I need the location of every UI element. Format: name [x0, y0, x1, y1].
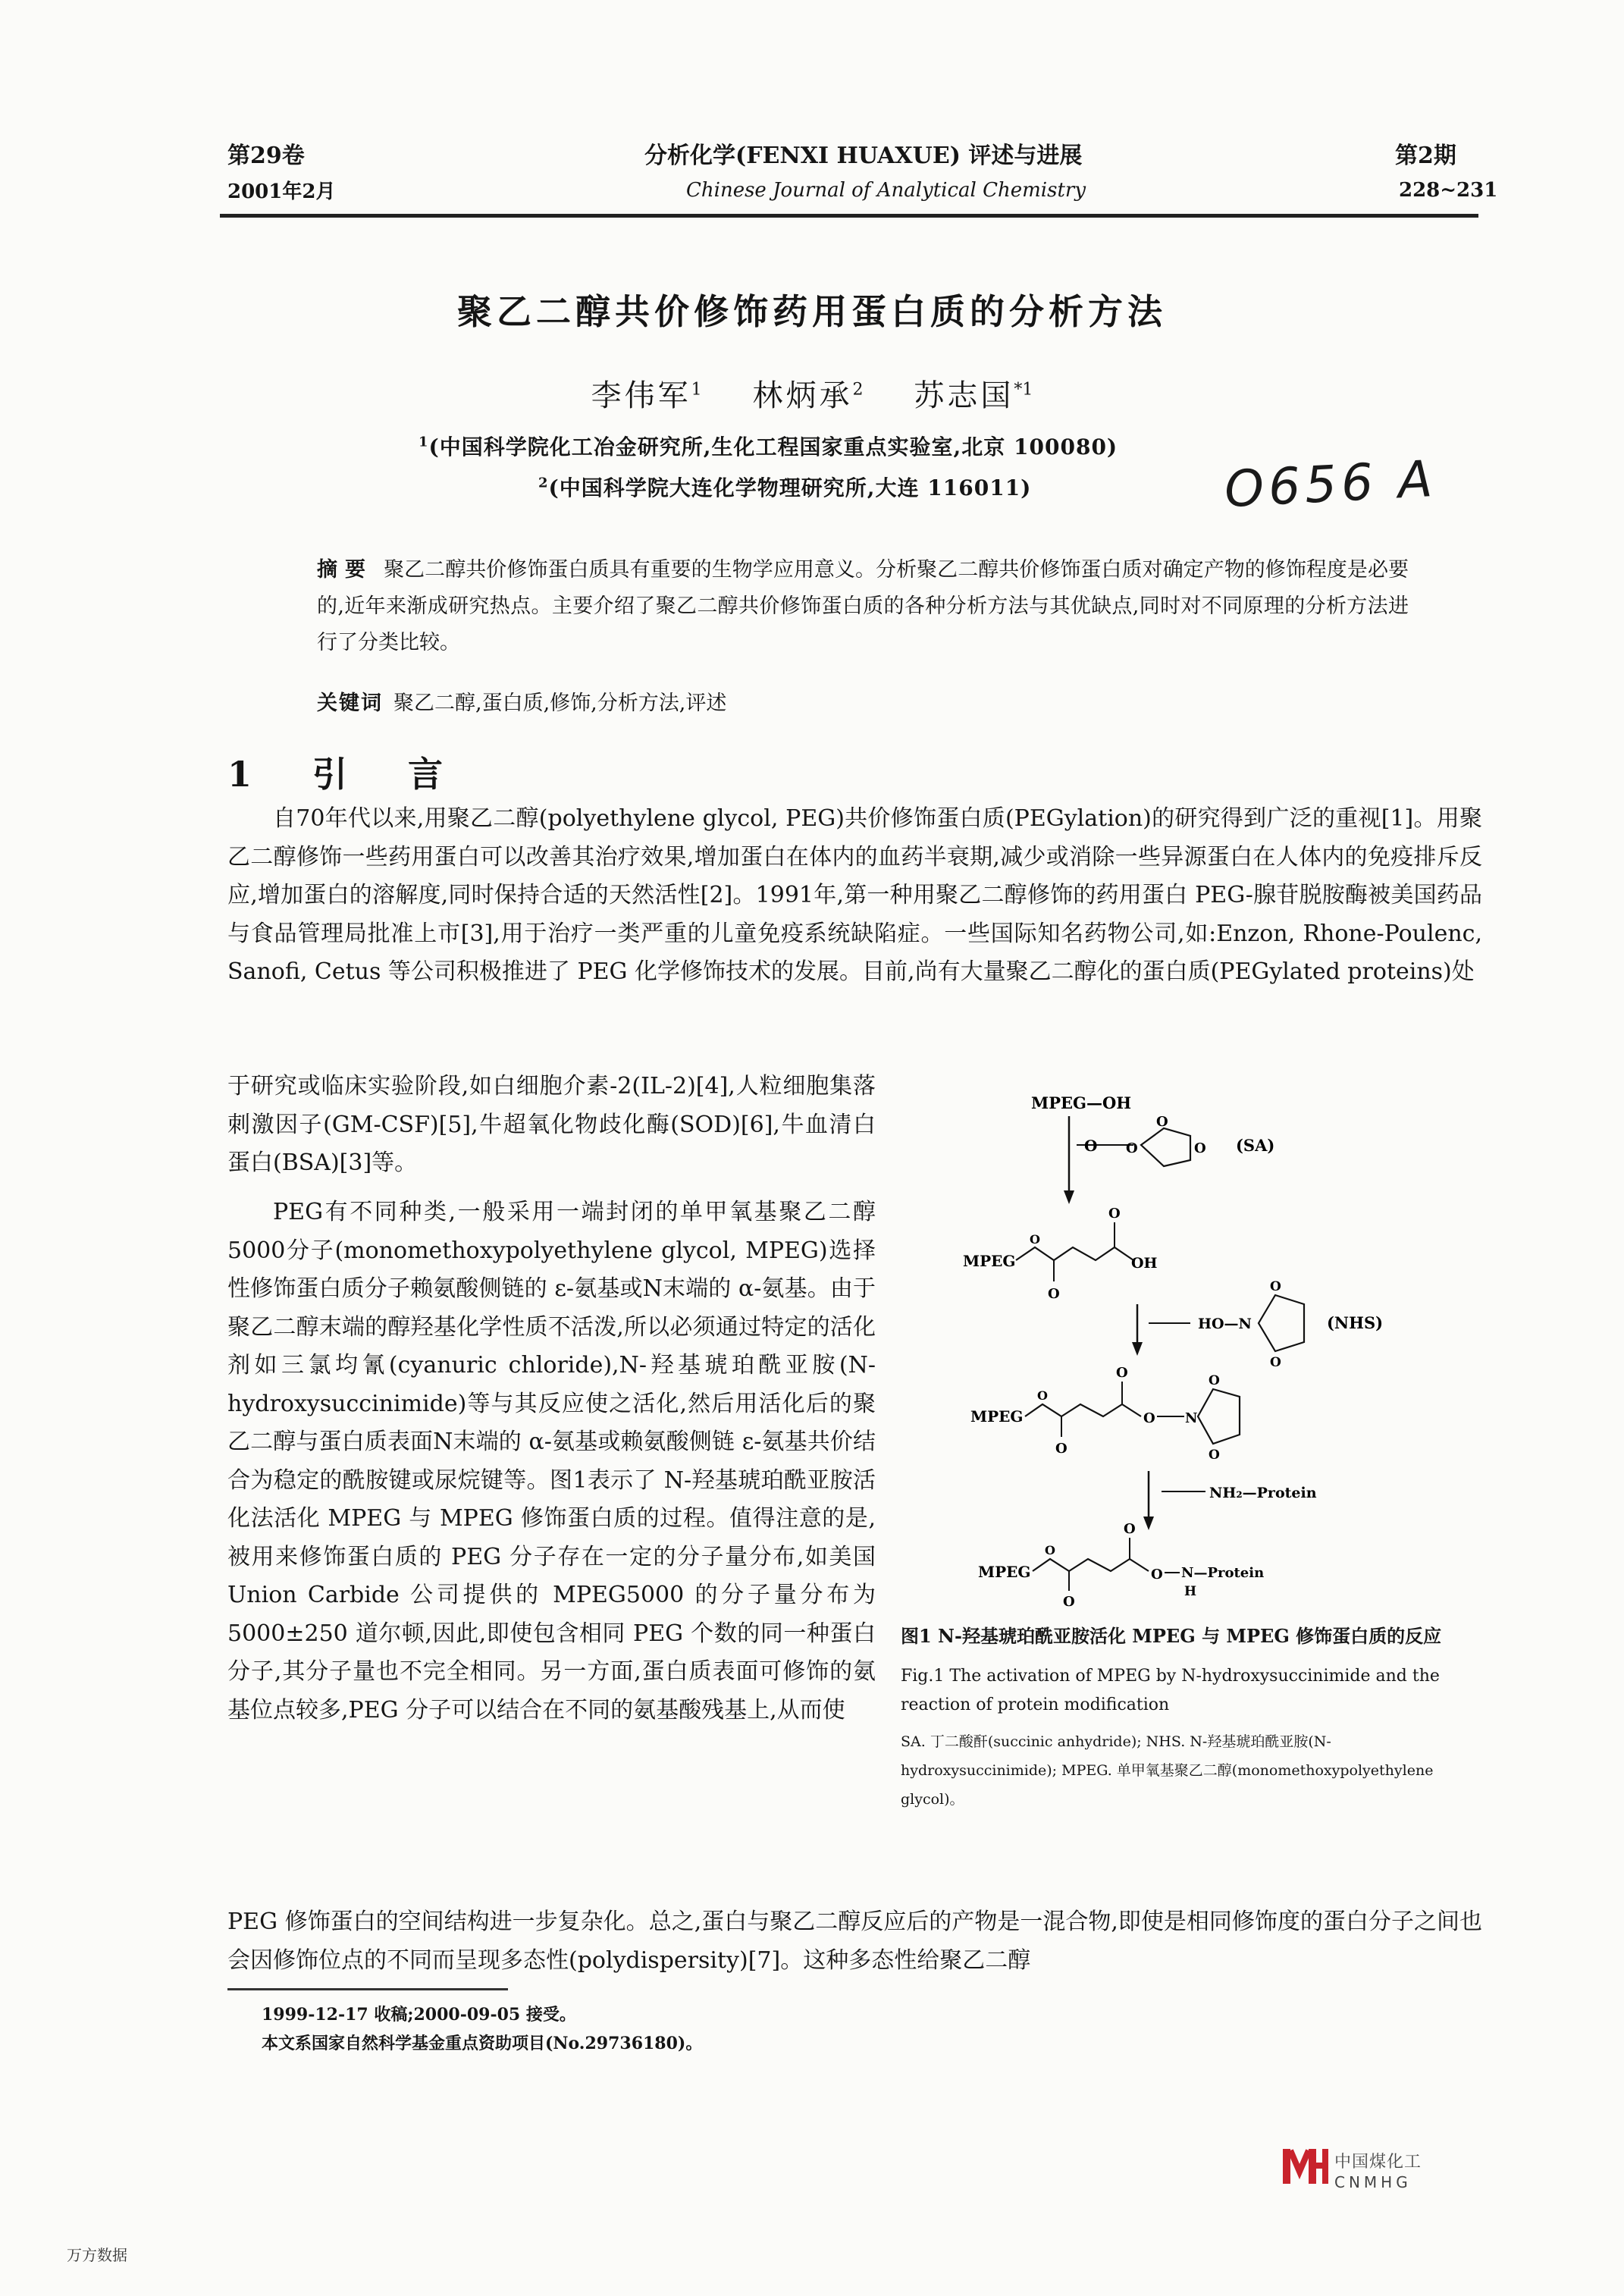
- scheme-label-sa: (SA): [1236, 1136, 1275, 1155]
- author-name: 林炳承: [752, 378, 853, 413]
- affiliation-2: [538, 472, 1031, 502]
- header-issue: 第2期: [1395, 143, 1456, 169]
- scheme-atom-o: O: [1209, 1373, 1220, 1388]
- scheme-atom-o: O: [1116, 1365, 1128, 1381]
- reaction-scheme-figure: [963, 1092, 1448, 1608]
- scheme-ester-ring: [1198, 1389, 1240, 1444]
- footnote-received: 1999-12-17 收稿;2000-09-05 接受。: [262, 2005, 576, 2025]
- scheme-nhs-ring: [1259, 1295, 1304, 1351]
- scheme-label-mpeg-oh: MPEG—OH: [1031, 1093, 1132, 1112]
- paragraph-intro-continued: 于研究或临床实验阶段,如白细胞介素-2(IL-2)[4],人粒细胞集落刺激因子(GM-CSF)[5],牛超氧化物歧化酶(SOD)[6],牛血清白蛋白(BSA)[3]等。: [227, 1073, 876, 1176]
- scheme-label-nh2-protein: NH₂—Protein: [1209, 1485, 1317, 1501]
- author-sup: 2: [852, 380, 864, 400]
- scheme-atom-o: O: [1270, 1355, 1281, 1370]
- keywords-text: 聚乙二醇,蛋白质,修饰,分析方法,评述: [393, 692, 727, 715]
- abstract-text: 聚乙二醇共价修饰蛋白质具有重要的生物学应用意义。分析聚乙二醇共价修饰蛋白质对确定产物的修饰程度是必要的,近年来渐成研究热点。主要介绍了聚乙二醇共价修饰蛋白质的各种分析方法与其优缺点,同时对不同原理的分析方法进行了分类比较。: [317, 558, 1409, 654]
- handwritten-classification-note: O656 A: [1223, 449, 1438, 519]
- paragraph-peg-continued: PEG 修饰蛋白的空间结构进一步复杂化。总之,蛋白与聚乙二醇反应后的产物是一混合物,即使是相同修饰度的蛋白分子之间也会因修饰位点的不同而呈现多态性(polydispersity)[7]。这种多态性给聚乙二醇: [227, 1909, 1482, 1974]
- scheme-atom-o: O: [1063, 1594, 1075, 1608]
- header-rule: [220, 214, 1478, 218]
- scheme-atom-o: O: [1045, 1543, 1055, 1557]
- scheme-label-mpeg: MPEG: [963, 1252, 1016, 1270]
- scheme-atom-o: O: [1108, 1206, 1121, 1222]
- scheme-atom-o: O: [1151, 1567, 1163, 1582]
- scheme-chain-1: [1016, 1247, 1133, 1260]
- logo-text-en: CNMHG: [1334, 2173, 1412, 2191]
- paragraph-peg-types: PEG有不同种类,一般采用一端封闭的单甲氧基聚乙二醇5000分子(monomethoxypolyethylene glycol, MPEG)选择性修饰蛋白质分子赖氨酸侧链的 ε-氨基或N末端的 α-氨基。由于聚乙二醇末端的醇羟基化学性质不活泼,所以必须通过特定的活化剂如三氯均氰(cyanuric chloride),N-羟基琥珀酰亚胺(N-hydroxysuccinimide)等与其反应使之活化,然后用活化后的聚乙二醇与蛋白质表面N末端的 α-氨基或赖氨酸侧链 ε-氨基共价结合为稳定的酰胺键或尿烷键等。图1表示了 N-羟基琥珀酰亚胺活化法活化 MPEG 与 MPEG 修饰蛋白质的过程。值得注意的是,被用来修饰蛋白质的 PEG 分子存在一定的分子量分布,如美国 Union Carbide 公司提供的 MPEG5000 的分子量分布为 5000±250 道尔顿,因此,即使包含相同 PEG 个数的同一种蛋白分子,其分子量也不完全相同。另一方面,蛋白质表面可修饰的氨基位点较多,PEG 分子可以结合在不同的氨基酸残基上,从而使: [227, 1199, 876, 1724]
- source-watermark: 万方数据: [67, 2246, 127, 2264]
- section-heading: 1 引 言: [227, 754, 468, 795]
- scheme-atom-h: H: [1184, 1584, 1197, 1599]
- scheme-atom-o: O: [1124, 1521, 1136, 1537]
- scheme-atom-o: O: [1156, 1114, 1168, 1130]
- author-sup: *1: [1014, 380, 1033, 400]
- scheme-atom-n: N: [1185, 1410, 1198, 1426]
- footnote-rule: [227, 1988, 508, 1990]
- cnmhg-logo-icon: [1281, 2146, 1330, 2187]
- footnote-funding: 本文系国家自然科学基金重点资助项目(No.29736180)。: [262, 2034, 703, 2053]
- author-list: [0, 372, 1624, 415]
- abstract-label: 摘要: [317, 558, 374, 582]
- scheme-arrowhead-1: [1064, 1190, 1074, 1204]
- scheme-atom-o: O: [1270, 1279, 1281, 1294]
- scheme-label-ho-n: HO—N: [1198, 1316, 1252, 1332]
- figure-abbreviations: SA. 丁二酸酐(succinic anhydride); NHS. N-羟基琥珀酰亚胺(N-hydroxysuccinimide); MPEG. 单甲氧基聚乙二醇(monomethoxypolyethylene glycol)。: [901, 1733, 1434, 1808]
- header-journal-cn: 分析化学(FENXI HUAXUE) 评述与进展: [644, 143, 1083, 169]
- header-journal-en: Chinese Journal of Analytical Chemistry: [686, 179, 1086, 202]
- scheme-atom-o: O: [1143, 1410, 1155, 1426]
- scheme-atom-o: O: [1126, 1140, 1138, 1156]
- logo-text-cn: 中国煤化工: [1334, 2153, 1422, 2172]
- affiliation-sup: 2: [538, 475, 549, 491]
- header-volume: 第29卷: [227, 143, 305, 169]
- affiliation-1: [419, 431, 1118, 461]
- scheme-label-n-protein: N—Protein: [1181, 1565, 1265, 1581]
- scheme-chain-2: [1025, 1404, 1141, 1416]
- affiliation-text: (中国科学院大连化学物理研究所,大连 116011): [548, 475, 1032, 500]
- scheme-atom-o: O: [1048, 1286, 1060, 1302]
- affiliation-text: (中国科学院化工冶金研究所,生化工程国家重点实验室,北京 100080): [428, 434, 1118, 460]
- scheme-atom-o: O: [1194, 1140, 1206, 1156]
- scheme-arrowhead-3: [1143, 1517, 1154, 1530]
- scheme-label-mpeg: MPEG: [978, 1563, 1031, 1581]
- author-name: 苏志国: [914, 378, 1014, 413]
- scheme-sa-ring: [1141, 1128, 1190, 1166]
- figure-caption-cn: 图1 N-羟基琥珀酰亚胺活化 MPEG 与 MPEG 修饰蛋白质的反应: [901, 1625, 1442, 1647]
- figure-caption: [901, 1620, 1484, 1814]
- header-pages: 228~231: [1399, 179, 1498, 202]
- author-name: 李伟军: [591, 378, 691, 413]
- keywords-label: 关键词: [317, 692, 383, 715]
- abstract-block: [317, 552, 1409, 661]
- header-date: 2001年2月: [227, 180, 336, 203]
- author-sup: 1: [691, 380, 702, 400]
- keywords-block: [317, 686, 1409, 716]
- scheme-atom-o: O: [1084, 1137, 1098, 1155]
- scheme-arrowhead-2: [1132, 1342, 1143, 1356]
- paragraph-intro: 自70年代以来,用聚乙二醇(polyethylene glycol, PEG)共价修饰蛋白质(PEGylation)的研究得到广泛的重视[1]。用聚乙二醇修饰一些药用蛋白可以改善其治疗效果,增加蛋白在体内的血药半衰期,减少或消除一些异源蛋白在人体内的免疫排斥反应,增加蛋白的溶解度,同时保持合适的天然活性[2]。1991年,第一种用聚乙二醇修饰的药用蛋白 PEG-腺苷脱胺酶被美国药品与食品管理局批准上市[3],用于治疗一类严重的儿童免疫系统缺陷症。一些国际知名药物公司,如:Enzon, Rhone-Poulenc, Sanofi, Cetus 等公司积极推进了 PEG 化学修饰技术的发展。目前,尚有大量聚乙二醇化的蛋白质(PEGylated proteins)处: [227, 805, 1482, 985]
- scheme-label-oh: OH: [1131, 1255, 1158, 1272]
- scheme-label-mpeg: MPEG: [970, 1407, 1024, 1426]
- scheme-label-nhs: (NHS): [1327, 1313, 1384, 1332]
- figure-caption-en: Fig.1 The activation of MPEG by N-hydroxysuccinimide and the reaction of protein modification: [901, 1667, 1440, 1714]
- affiliation-sup: 1: [419, 434, 429, 450]
- scheme-chain-3: [1033, 1559, 1149, 1571]
- scheme-atom-o: O: [1030, 1232, 1040, 1247]
- scheme-atom-o: O: [1209, 1448, 1220, 1463]
- scheme-atom-o: O: [1055, 1441, 1068, 1457]
- scheme-atom-o: O: [1037, 1388, 1048, 1403]
- article-title: 聚乙二醇共价修饰药用蛋白质的分析方法: [457, 291, 1167, 332]
